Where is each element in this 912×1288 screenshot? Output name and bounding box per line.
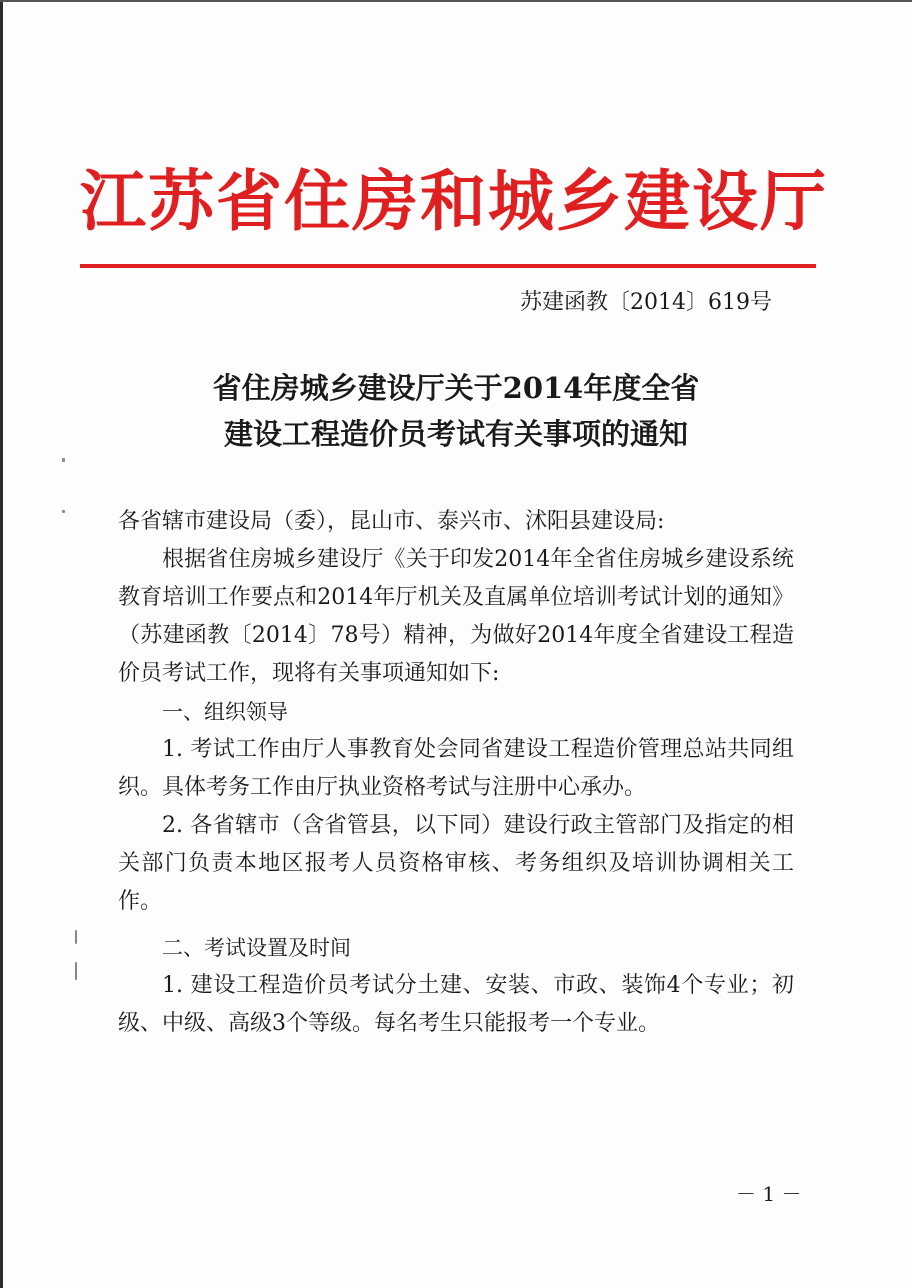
scan-speck bbox=[62, 458, 65, 462]
paragraph-spacer bbox=[118, 921, 794, 929]
section1-item-2: 2. 各省辖市（含省管县，以下同）建设行政主管部门及指定的相关部门负责本地区报考人员资格审核、考务组织及培训协调相关工作。 bbox=[118, 813, 794, 914]
document-number: 苏建函教〔2014〕619号 bbox=[520, 290, 772, 315]
letterhead-red-rule bbox=[80, 264, 816, 268]
section1-item-1: 1. 考试工作由厅人事教育处会同省建设工程造价管理总站共同组织。具体考务工作由厅执业资格考试与注册中心承办。 bbox=[118, 737, 794, 800]
scan-speck bbox=[75, 962, 77, 980]
section-heading-exam-setup: 二、考试设置及时间 bbox=[162, 936, 351, 960]
letterhead-organization: 江苏省住房和城乡建设厅 bbox=[80, 162, 828, 240]
salutation: 各省辖市建设局（委），昆山市、泰兴市、沭阳县建设局: bbox=[118, 509, 665, 534]
scan-left-edge bbox=[0, 0, 3, 1288]
intro-paragraph: 根据省住房城乡建设厅《关于印发2014年全省住房城乡建设系统教育培训工作要点和2014年厅机关及直属单位培训考试计划的通知》（苏建函教〔2014〕78号）精神，为做好2014年度全省建设工程造价员考试工作，现将有关事项通知如下: bbox=[118, 547, 794, 686]
section2-item-1: 1. 建设工程造价员考试分土建、安装、市政、装饰4个专业；初级、中级、高级3个等级。每名考生只能报考一个专业。 bbox=[118, 973, 794, 1036]
document-body bbox=[118, 503, 794, 1043]
document-title bbox=[100, 365, 812, 457]
scan-speck bbox=[62, 510, 65, 513]
document-title-line-2: 建设工程造价员考试有关事项的通知 bbox=[223, 417, 688, 451]
page-number: － 1 － bbox=[736, 1182, 802, 1206]
scan-speck bbox=[75, 930, 77, 944]
document-title-line-1: 省住房城乡建设厅关于2014年度全省 bbox=[212, 371, 700, 405]
scan-top-edge bbox=[0, 0, 912, 2]
section-heading-organization: 一、组织领导 bbox=[162, 700, 288, 724]
